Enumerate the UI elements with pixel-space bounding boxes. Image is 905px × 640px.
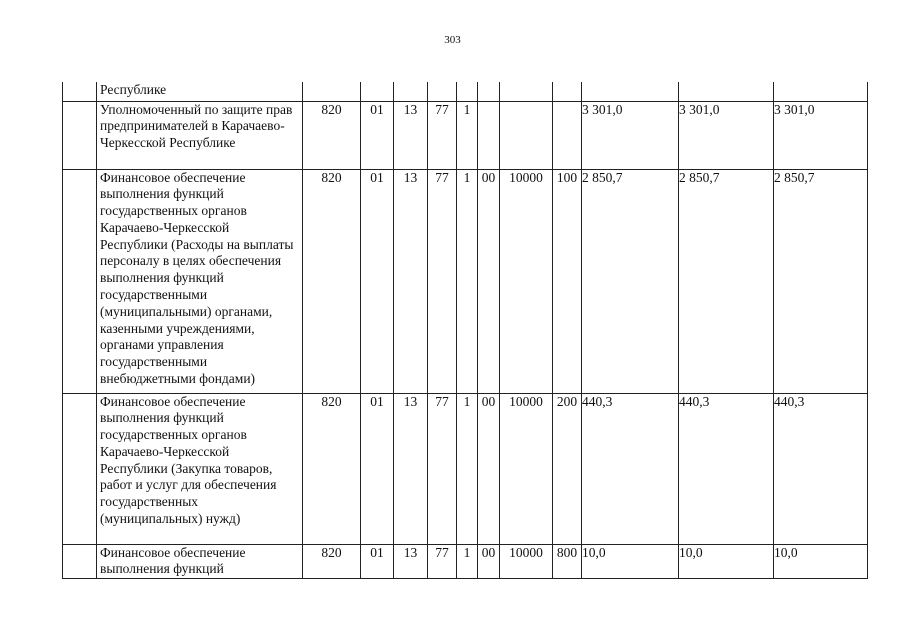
code-min-cell: 820 <box>303 393 361 544</box>
row-name-cell <box>97 544 303 579</box>
budget-table <box>62 82 868 579</box>
table-row <box>63 169 868 393</box>
amount-y2-cell <box>679 82 774 101</box>
code-p2-cell: 1 <box>457 101 478 169</box>
row-marker-cell <box>63 169 97 393</box>
amount-y3-cell: 3 301,0 <box>774 101 868 169</box>
row-marker-cell <box>63 101 97 169</box>
code-pr-cell: 13 <box>394 393 428 544</box>
code-p3-cell <box>478 101 500 169</box>
row-name-cell <box>97 82 303 101</box>
row-name: Уполномоченный по защите прав предпринимателей в Карачаево-Черкесской Республике <box>100 101 293 151</box>
row-name: Финансовое обеспечение выполнения функций <box>100 544 246 577</box>
table-row <box>63 101 868 169</box>
table-body <box>63 82 868 579</box>
code-vr-cell: 100 <box>553 169 582 393</box>
code-p4-cell: 10000 <box>500 544 553 579</box>
code-p4-cell <box>500 101 553 169</box>
code-p1-cell: 77 <box>428 393 457 544</box>
code-rz-cell <box>361 82 394 101</box>
row-name: Финансовое обеспечение выполнения функций государственных органов Карачаево-Черкесской Республики (Закупка товаров, работ и услуг для обеспечения государственных (муниципальных) нужд) <box>100 393 277 527</box>
code-p2-cell <box>457 82 478 101</box>
code-p4-cell <box>500 82 553 101</box>
code-p3-cell: 00 <box>478 169 500 393</box>
amount-y2-cell: 10,0 <box>679 544 774 579</box>
amount-y1-cell: 10,0 <box>582 544 679 579</box>
code-rz-cell: 01 <box>361 169 394 393</box>
code-p3-cell: 00 <box>478 544 500 579</box>
amount-y3-cell <box>774 82 868 101</box>
amount-y1-cell <box>582 82 679 101</box>
amount-y2-cell: 3 301,0 <box>679 101 774 169</box>
code-p1-cell: 77 <box>428 169 457 393</box>
code-pr-cell: 13 <box>394 101 428 169</box>
code-vr-cell: 200 <box>553 393 582 544</box>
code-p1-cell: 77 <box>428 101 457 169</box>
row-name-cell <box>97 169 303 393</box>
row-name-cell <box>97 393 303 544</box>
code-rz-cell: 01 <box>361 544 394 579</box>
code-min-cell <box>303 82 361 101</box>
row-marker-cell <box>63 393 97 544</box>
code-p4-cell: 10000 <box>500 169 553 393</box>
code-p2-cell: 1 <box>457 169 478 393</box>
code-p2-cell: 1 <box>457 544 478 579</box>
code-p3-cell <box>478 82 500 101</box>
row-name-cell <box>97 101 303 169</box>
row-marker-cell <box>63 82 97 101</box>
amount-y3-cell: 440,3 <box>774 393 868 544</box>
amount-y1-cell: 2 850,7 <box>582 169 679 393</box>
table-row <box>63 393 868 544</box>
code-p2-cell: 1 <box>457 393 478 544</box>
amount-y2-cell: 440,3 <box>679 393 774 544</box>
code-pr-cell: 13 <box>394 169 428 393</box>
table-row <box>63 544 868 579</box>
row-name: Республике <box>100 82 167 97</box>
amount-y3-cell: 10,0 <box>774 544 868 579</box>
amount-y1-cell: 3 301,0 <box>582 101 679 169</box>
row-name: Финансовое обеспечение выполнения функций государственных органов Карачаево-Черкесской Республики (Расходы на выплаты персоналу в целях обеспечения выполнения функций государственными (муниципальными) органами, казенными учреждениями, органами управления государственными внебюджетными фондами) <box>100 169 294 387</box>
code-min-cell: 820 <box>303 544 361 579</box>
table-row <box>63 82 868 101</box>
code-vr-cell <box>553 82 582 101</box>
code-p1-cell: 77 <box>428 544 457 579</box>
code-p3-cell: 00 <box>478 393 500 544</box>
amount-y1-cell: 440,3 <box>582 393 679 544</box>
code-rz-cell: 01 <box>361 393 394 544</box>
code-p1-cell <box>428 82 457 101</box>
page-number: 303 <box>444 34 461 46</box>
code-p4-cell: 10000 <box>500 393 553 544</box>
code-rz-cell: 01 <box>361 101 394 169</box>
code-vr-cell: 800 <box>553 544 582 579</box>
row-marker-cell <box>63 544 97 579</box>
code-min-cell: 820 <box>303 101 361 169</box>
code-min-cell: 820 <box>303 169 361 393</box>
amount-y3-cell: 2 850,7 <box>774 169 868 393</box>
code-pr-cell: 13 <box>394 544 428 579</box>
code-vr-cell <box>553 101 582 169</box>
amount-y2-cell: 2 850,7 <box>679 169 774 393</box>
code-pr-cell <box>394 82 428 101</box>
